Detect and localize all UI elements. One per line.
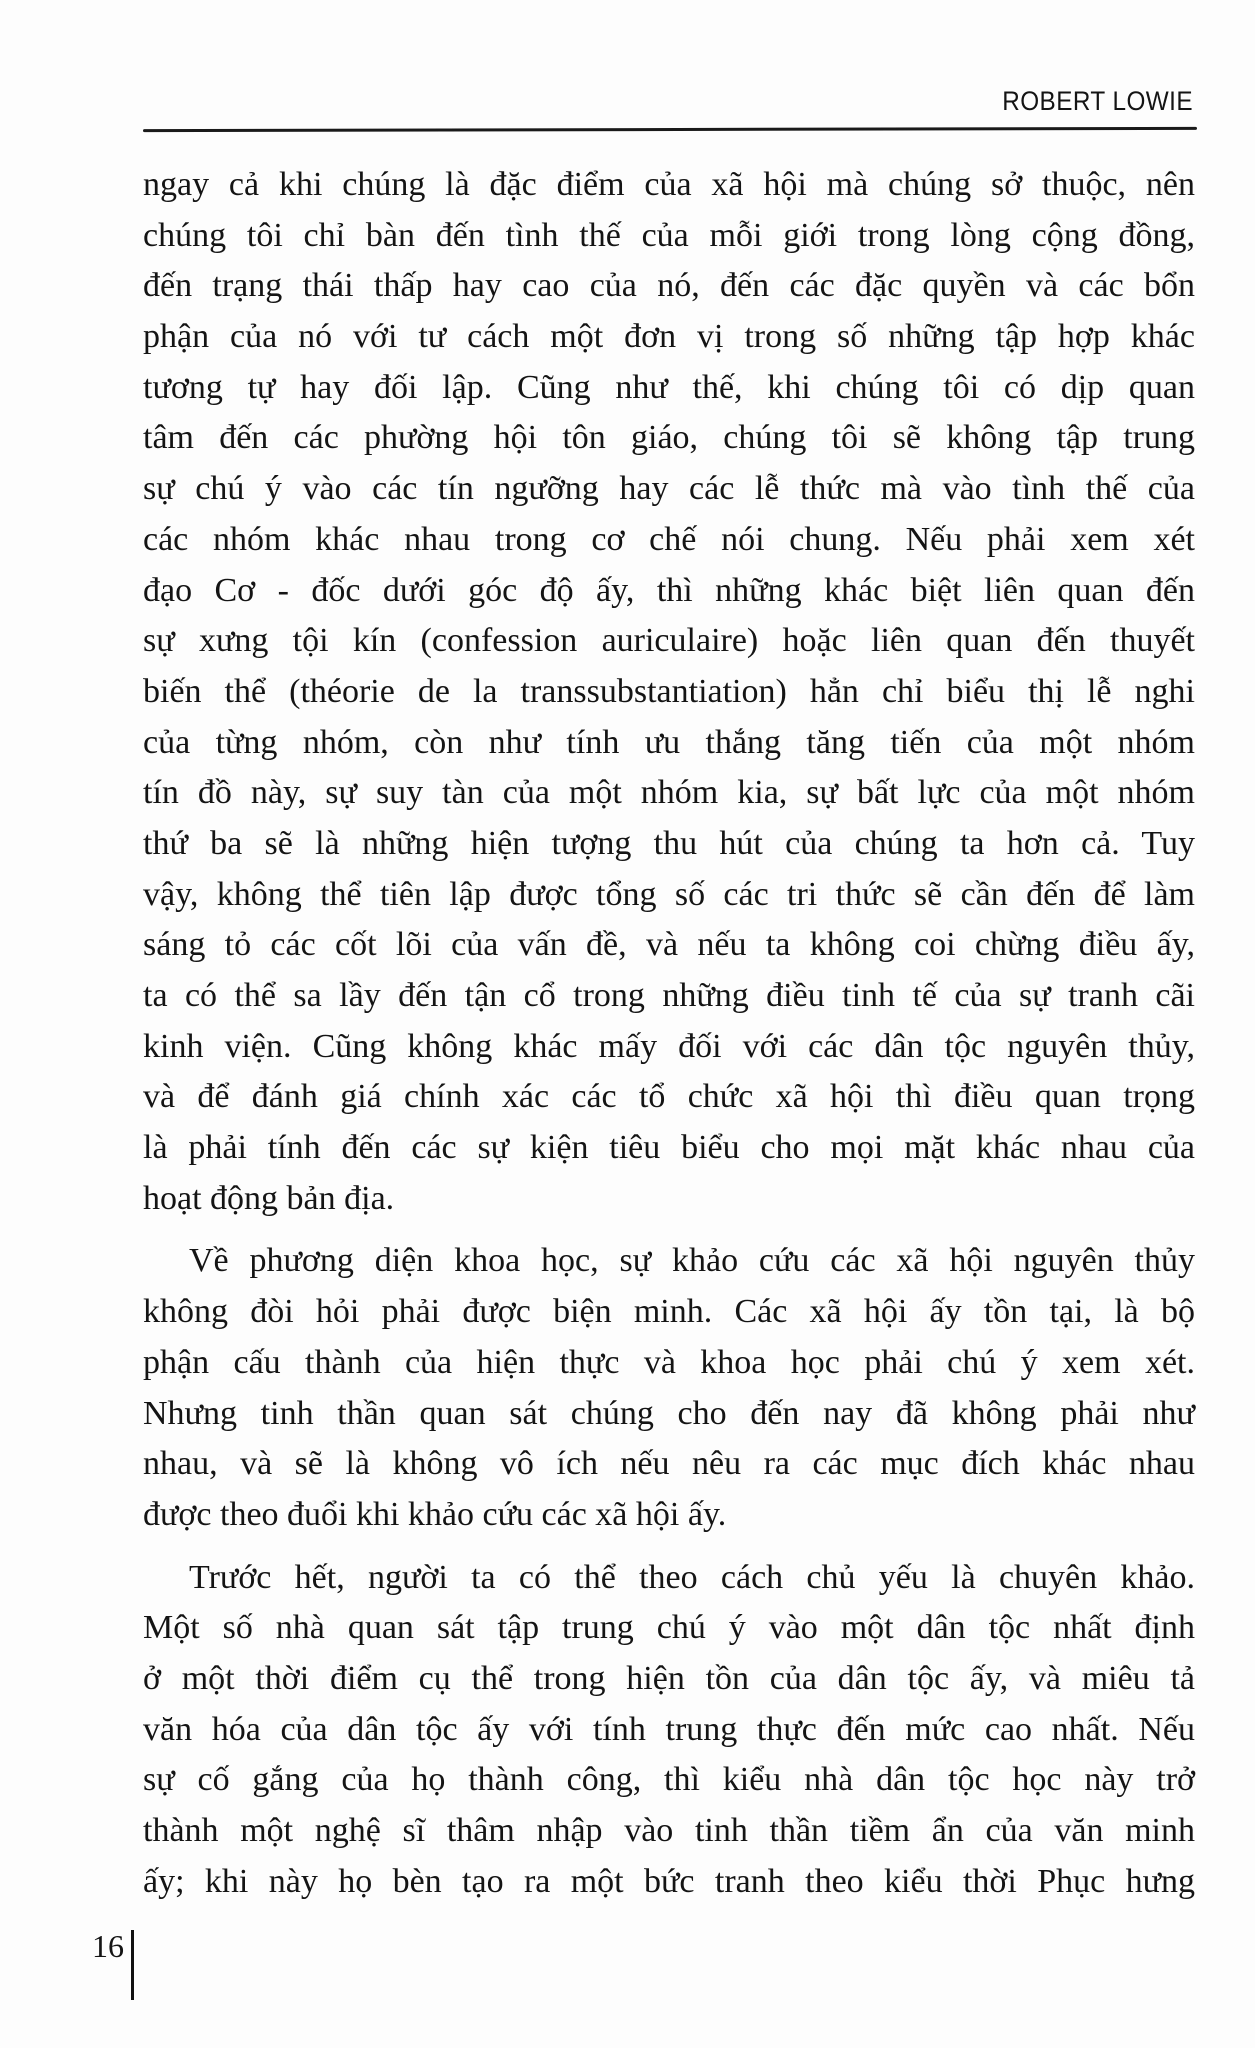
text-line: sự chú ý vào các tín ngưỡng hay các lễ thức mà vào tình thế của xyxy=(143,470,1195,508)
text-line: Trước hết, người ta có thể theo cách chủ yếu là chuyên khảo. xyxy=(189,1558,1195,1596)
text-line: Về phương diện khoa học, sự khảo cứu các xã hội nguyên thủy xyxy=(189,1242,1195,1280)
text-line: nhau, và sẽ là không vô ích nếu nêu ra các mục đích khác nhau xyxy=(143,1445,1195,1483)
paragraph xyxy=(143,1236,1195,1540)
paragraph xyxy=(143,160,1195,1224)
text-line: tín đồ này, sự suy tàn của một nhóm kia, sự bất lực của một nhóm xyxy=(143,774,1195,812)
paragraph xyxy=(143,1553,1195,1908)
running-header-author: ROBERT LOWIE xyxy=(1002,86,1193,116)
text-line: thứ ba sẽ là những hiện tượng thu hút của chúng ta hơn cả. Tuy xyxy=(143,824,1195,862)
text-line: phận cấu thành của hiện thực và khoa học phải chú ý xem xét. xyxy=(143,1343,1195,1381)
text-line: không đòi hỏi phải được biện minh. Các xã hội ấy tồn tại, là bộ xyxy=(143,1293,1195,1331)
page-number-bar xyxy=(131,1930,134,2000)
text-line: là phải tính đến các sự kiện tiêu biểu cho mọi mặt khác nhau của xyxy=(143,1129,1195,1167)
text-line: Một số nhà quan sát tập trung chú ý vào một dân tộc nhất định xyxy=(143,1609,1195,1647)
text-line: phận của nó với tư cách một đơn vị trong số những tập hợp khác xyxy=(143,318,1195,356)
text-line: hoạt động bản địa. xyxy=(143,1179,395,1217)
text-line: được theo đuổi khi khảo cứu các xã hội ấy. xyxy=(143,1495,727,1533)
text-line: biến thể (théorie de la transsubstantiation) hẳn chỉ biểu thị lễ nghi xyxy=(143,672,1195,710)
text-line: tâm đến các phường hội tôn giáo, chúng tôi sẽ không tập trung xyxy=(143,419,1195,457)
header-rule xyxy=(143,127,1197,132)
text-line: và để đánh giá chính xác các tổ chức xã hội thì điều quan trọng xyxy=(143,1078,1195,1116)
text-line: vậy, không thể tiên lập được tổng số các tri thức sẽ cần đến để làm xyxy=(143,875,1195,913)
text-line: sự xưng tội kín (confession auriculaire) hoặc liên quan đến thuyết xyxy=(143,622,1195,660)
text-line: sự cố gắng của họ thành công, thì kiểu nhà dân tộc học này trở xyxy=(143,1761,1195,1799)
text-line: chúng tôi chỉ bàn đến tình thế của mỗi giới trong lòng cộng đồng, xyxy=(143,216,1195,254)
text-line: tương tự hay đối lập. Cũng như thế, khi chúng tôi có dịp quan xyxy=(143,368,1195,406)
text-line: thành một nghệ sĩ thâm nhập vào tinh thần tiềm ẩn của văn minh xyxy=(143,1812,1195,1849)
body-text xyxy=(143,160,1195,1907)
text-line: ấy; khi này họ bèn tạo ra một bức tranh theo kiểu thời Phục hưng xyxy=(143,1862,1195,1900)
text-line: ta có thể sa lầy đến tận cổ trong những điều tinh tế của sự tranh cãi xyxy=(143,977,1195,1014)
text-line: các nhóm khác nhau trong cơ chế nói chung. Nếu phải xem xét xyxy=(143,520,1195,558)
page-number: 16 xyxy=(92,1928,124,1964)
text-line: ở một thời điểm cụ thể trong hiện tồn của dân tộc ấy, và miêu tả xyxy=(143,1659,1195,1697)
text-line: sáng tỏ các cốt lõi của vấn đề, và nếu ta không coi chừng điều ấy, xyxy=(143,926,1195,964)
text-line: ngay cả khi chúng là đặc điểm của xã hội mà chúng sở thuộc, nên xyxy=(143,166,1195,203)
text-line: đạo Cơ - đốc dưới góc độ ấy, thì những khác biệt liên quan đến xyxy=(143,571,1195,609)
text-line: Nhưng tinh thần quan sát chúng cho đến nay đã không phải như xyxy=(143,1394,1195,1432)
text-line: kinh viện. Cũng không khác mấy đối với các dân tộc nguyên thủy, xyxy=(143,1027,1195,1065)
text-line: văn hóa của dân tộc ấy với tính trung thực đến mức cao nhất. Nếu xyxy=(143,1710,1195,1748)
text-line: của từng nhóm, còn như tính ưu thắng tăng tiến của một nhóm xyxy=(143,723,1195,761)
text-line: đến trạng thái thấp hay cao của nó, đến các đặc quyền và các bổn xyxy=(143,267,1195,305)
